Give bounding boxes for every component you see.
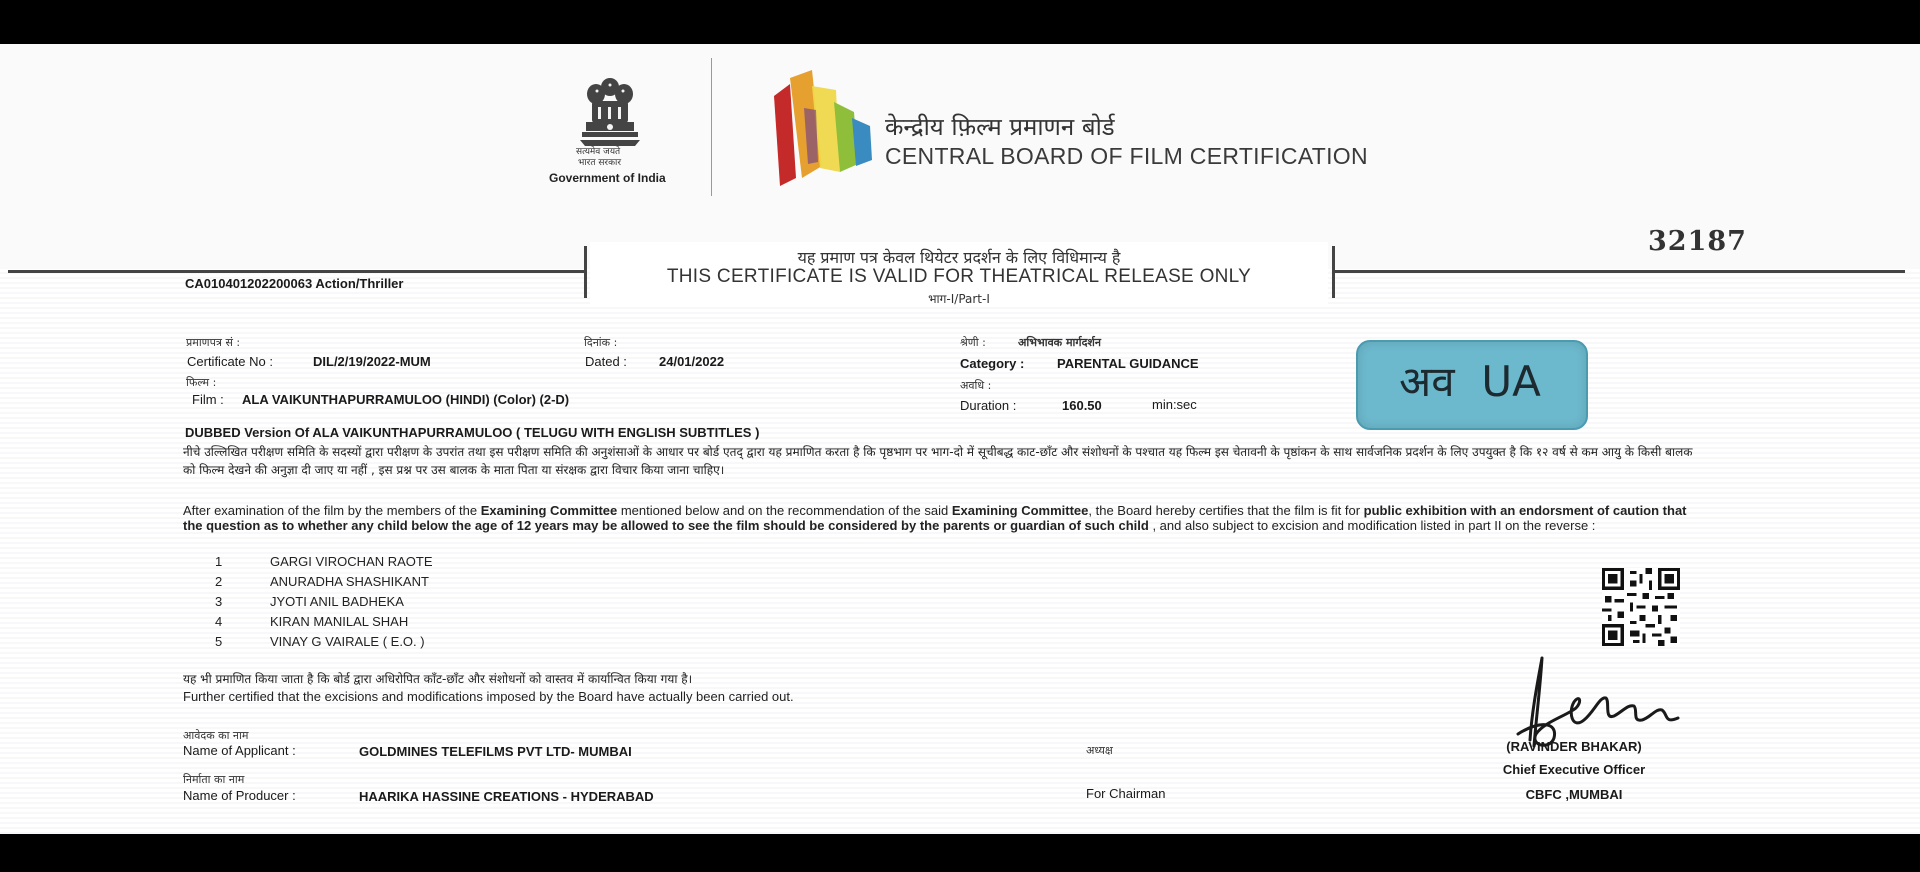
cert-no-label: Certificate No : (187, 354, 273, 369)
rating-badge-text (1356, 352, 1584, 409)
category-label: Category : (960, 356, 1025, 371)
government-of-india-text: Government of India (549, 171, 666, 185)
certificate-serial-number: 32187 (1648, 226, 1747, 257)
list-item: 3 JYOTI ANIL BADHEKA (215, 594, 404, 609)
duration-label-hindi: अवधि : (960, 379, 992, 392)
emblem-motto: सत्यमेव जयते (576, 147, 621, 157)
bharat-sarkar-text: भारत सरकार (578, 158, 622, 168)
list-item: 1 GARGI VIROCHAN RAOTE (215, 554, 433, 569)
category-label-hindi: श्रेणी : (960, 336, 986, 349)
film-label-hindi: फिल्म : (186, 376, 217, 389)
certification-paragraph-english: After examination of the film by the members of the Examining Committee mentioned below and on the recommendation of the said Examining Committee, the Board hereby certifies that the film is fit for public exhibition with an endorsment of caution that the question as to whether any child below the age of 12 years may be allowed to see the film should be considered by the parents or guardian of such child , and also subject to excision and modification listed in part II on the reverse : (183, 503, 1687, 533)
further-certified-hindi: यह भी प्रमाणित किया जाता है कि बोर्ड द्वारा अधिरोपित काँट-छाँट और संशोधनों को वास्तव में कार्यान्वित किया गया है। (183, 672, 693, 686)
applicant-label-hindi: आवेदक का नाम (183, 729, 249, 742)
producer-label: Name of Producer : (183, 788, 296, 803)
dubbed-version-note: DUBBED Version Of ALA VAIKUNTHAPURRAMULOO ( TELUGU WITH ENGLISH SUBTITLES ) (185, 425, 760, 440)
further-certified-english: Further certified that the excisions and modifications imposed by the Board have actually been carried out. (183, 689, 794, 704)
applicant-label: Name of Applicant : (183, 743, 296, 758)
category-value-hindi: अभिभावक मार्गदर्शन (1018, 336, 1102, 349)
category-value: PARENTAL GUIDANCE (1057, 356, 1199, 371)
certificate-code: CA010401202200063 Action/Thriller (185, 276, 404, 291)
certificate-document (0, 44, 1920, 834)
list-item: 4 KIRAN MANILAL SHAH (215, 614, 409, 629)
board-name-hindi: केन्द्रीय फ़िल्म प्रमाणन बोर्ड (885, 113, 1115, 141)
rating-hindi: अव (1399, 357, 1455, 406)
validity-text-hindi: यह प्रमाण पत्र केवल थियेटर प्रदर्शन के लिए विधिमान्य है (797, 248, 1121, 267)
film-title: ALA VAIKUNTHAPURRAMULOO (HINDI) (Color) (2-D) (242, 392, 570, 407)
cert-no-value: DIL/2/19/2022-MUM (313, 354, 431, 369)
date-value: 24/01/2022 (659, 354, 725, 369)
validity-text-english: THIS CERTIFICATE IS VALID FOR THEATRICAL RELEASE ONLY (666, 266, 1252, 287)
film-label: Film : (192, 392, 224, 407)
chairman-label-hindi: अध्यक्ष (1086, 744, 1113, 757)
banner-bracket-right (1332, 246, 1335, 298)
board-name-english: CENTRAL BOARD OF FILM CERTIFICATION (885, 143, 1368, 169)
producer-value: HAARIKA HASSINE CREATIONS - HYDERABAD (359, 789, 654, 804)
header-divider (711, 58, 712, 196)
validity-part: भाग-I/Part-I (928, 292, 990, 306)
for-chairman-label: For Chairman (1086, 786, 1166, 801)
cert-no-label-hindi: प्रमाणपत्र सं : (186, 336, 241, 349)
date-label-hindi: दिनांक : (584, 336, 618, 349)
rating-english: UA (1481, 357, 1541, 406)
cbfc-logo-icon (760, 68, 875, 190)
banner-rule-left (8, 270, 586, 273)
national-emblem-icon (572, 74, 648, 149)
date-label: Dated : (585, 354, 627, 369)
applicant-value: GOLDMINES TELEFILMS PVT LTD- MUMBAI (359, 744, 632, 759)
banner-bracket-left (584, 246, 587, 298)
signatory-office: CBFC ,MUMBAI (1525, 787, 1623, 802)
list-item: 2 ANURADHA SHASHIKANT (215, 574, 429, 589)
duration-unit: min:sec (1152, 397, 1197, 412)
signatory-name: (RAVINDER BHAKAR) (1506, 739, 1642, 754)
committee-members-list (215, 554, 433, 654)
producer-label-hindi: निर्माता का नाम (183, 773, 245, 786)
certification-paragraph-hindi: नीचे उल्लिखित परीक्षण समिति के सदस्यों द्वारा परीक्षण के उपरांत तथा इस परीक्षण समिति की अनुशंसाओं के आधार पर बोर्ड एतद् द्वारा यह प्रमाणित करता है कि पृष्ठभाग पर भाग-दो में सूचीबद्ध काट-छाँट और संशोधनों के पश्चात यह फिल्म इस चेतावनी के पृष्ठांकन के साथ सार्वजनिक प्रदर्शन के लिए उपयुक्त है कि १२ वर्ष से कम आयु के किसी बालक को फिल्म देखने की अनुज्ञा दी जाए या नहीं , इस प्रश्न पर उस बालक के माता पिता या संरक्षक द्वारा विचार किया जाना चाहिए। (183, 445, 1693, 477)
duration-label: Duration : (960, 398, 1017, 413)
list-item: 5 VINAY G VAIRALE ( E.O. ) (215, 634, 425, 649)
banner-rule-right (1335, 270, 1905, 273)
qr-code-icon (1602, 568, 1680, 646)
duration-value: 160.50 (1062, 398, 1102, 413)
signatory-title: Chief Executive Officer (1502, 762, 1646, 777)
